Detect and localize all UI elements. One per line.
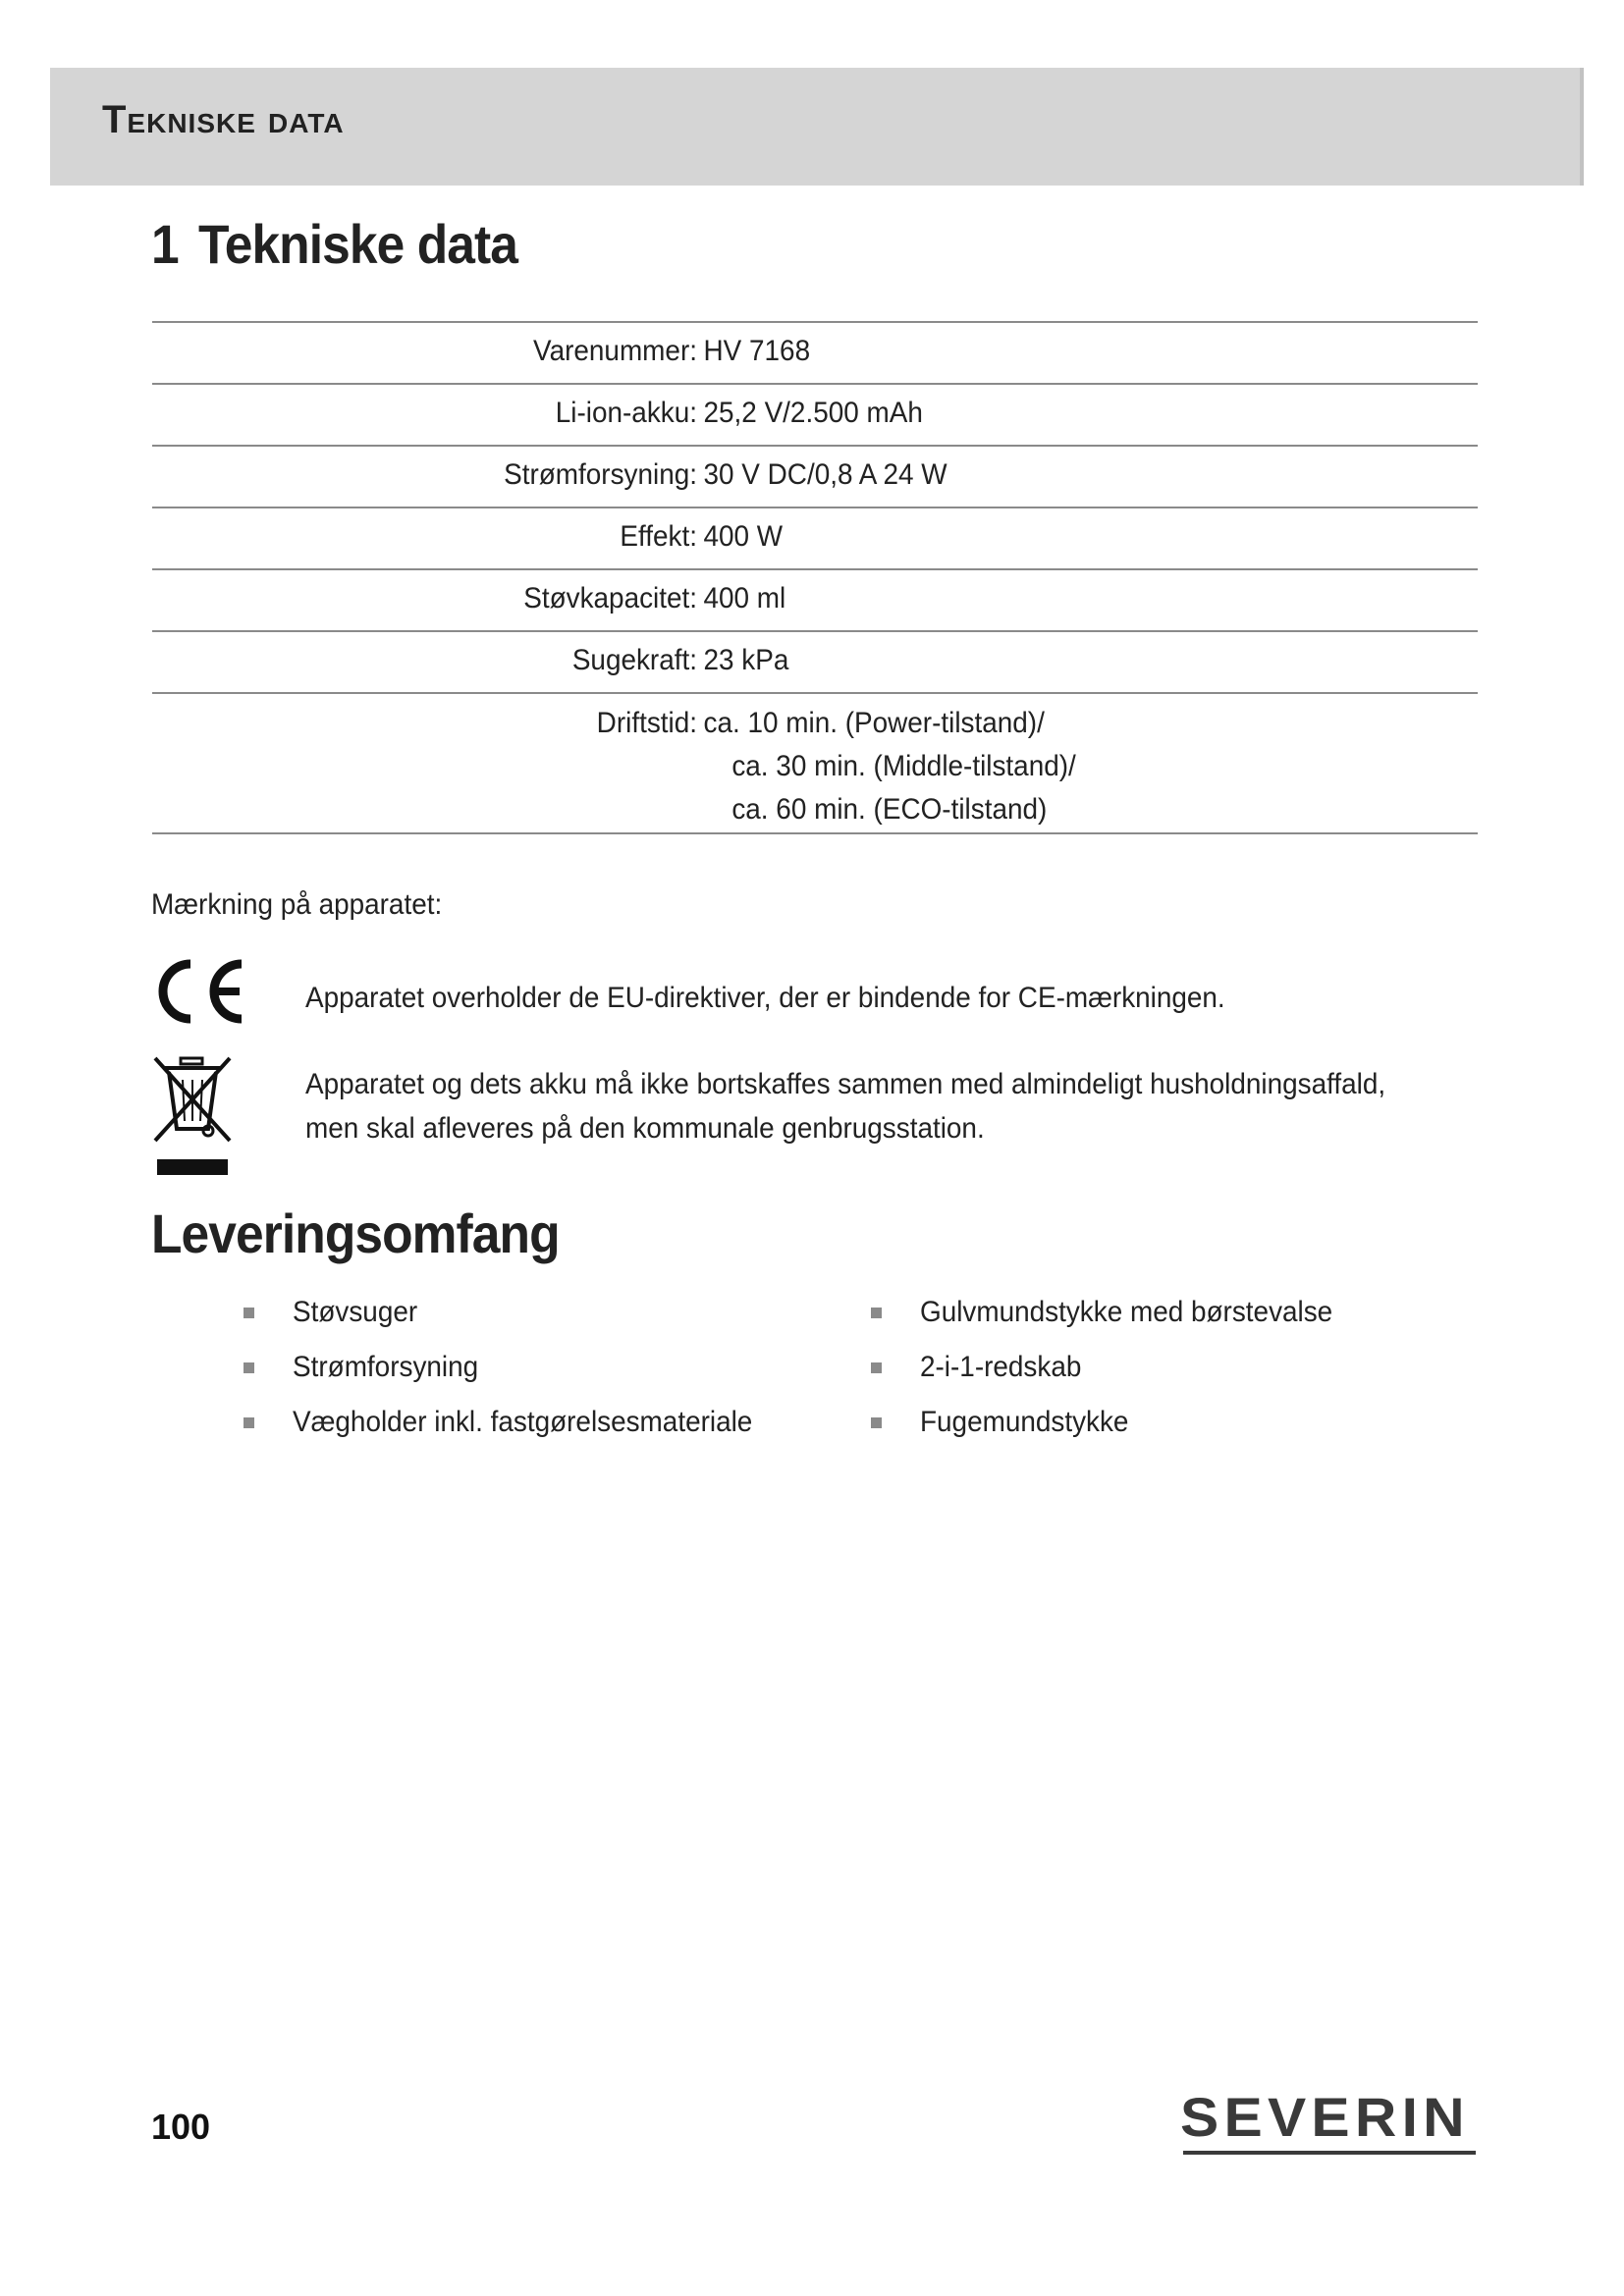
spec-row — [152, 694, 1478, 834]
spec-key: Driftstid: — [596, 707, 697, 739]
list-item — [871, 1351, 1364, 1406]
spec-row — [152, 447, 1478, 508]
square-bullet-icon — [871, 1308, 882, 1318]
list-item — [244, 1351, 787, 1406]
list-item — [244, 1406, 787, 1461]
list-item — [871, 1296, 1364, 1351]
spec-row — [152, 385, 1478, 447]
spec-value-line: ca. 30 min. (Middle-tilstand)/ — [731, 750, 1076, 782]
scope-list-right — [871, 1296, 1364, 1461]
square-bullet-icon — [244, 1417, 254, 1428]
list-item — [871, 1406, 1364, 1461]
running-header-title: Tekniske data — [102, 98, 345, 141]
scope-title: Leveringsomfang — [151, 1202, 560, 1264]
spec-key: Strømforsyning: — [504, 458, 697, 491]
marking-text: Apparatet og dets akku må ikke bortskaffes sammen med almindeligt husholdningsaffald, men skal afleveres på den kommunale genbrugsstation. — [305, 1068, 1386, 1145]
spec-key: Støvkapacitet: — [523, 582, 697, 614]
section-number: 1 — [151, 213, 179, 275]
spec-key: Effekt: — [620, 520, 697, 553]
list-item-label: 2-i-1-redskab — [920, 1351, 1082, 1383]
square-bullet-icon — [244, 1308, 254, 1318]
header-band-edge — [1580, 68, 1584, 186]
spec-row — [152, 570, 1478, 632]
ce-mark-icon — [151, 956, 247, 1027]
spec-table — [152, 321, 1478, 834]
spec-row — [152, 632, 1478, 694]
spec-value: 30 V DC/0,8 A 24 W — [703, 458, 947, 491]
scope-list-left — [244, 1296, 787, 1461]
spec-key: Sugekraft: — [571, 644, 697, 676]
brand-logo: SEVERIN — [1180, 2086, 1470, 2148]
list-item-label: Gulvmundstykke med børstevalse — [920, 1296, 1333, 1328]
spec-value: 23 kPa — [703, 644, 789, 676]
section-title-text: Tekniske data — [197, 213, 517, 275]
spec-row — [152, 508, 1478, 570]
spec-value-line: ca. 60 min. (ECO-tilstand) — [731, 793, 1048, 826]
square-bullet-icon — [244, 1362, 254, 1373]
spec-value: 25,2 V/2.500 mAh — [703, 397, 923, 429]
brand-logo-underline — [1183, 2151, 1476, 2155]
spec-key: Varenummer: — [533, 335, 697, 367]
crossed-out-bin-icon — [151, 1056, 234, 1179]
list-item — [244, 1296, 787, 1351]
marking-text: Apparatet overholder de EU-direktiver, der er bindende for CE-mærkningen. — [305, 982, 1225, 1014]
section-title — [151, 212, 517, 276]
list-item-label: Strømforsyning — [293, 1351, 479, 1383]
spec-value-line: ca. 10 min. (Power-tilstand)/ — [703, 707, 1045, 739]
spec-value: 400 W — [703, 520, 784, 553]
spec-value — [697, 694, 1076, 832]
spec-value: 400 ml — [703, 582, 786, 614]
list-item-label: Vægholder inkl. fastgørelsesmateriale — [293, 1406, 753, 1438]
page-number: 100 — [151, 2107, 211, 2147]
square-bullet-icon — [871, 1417, 882, 1428]
square-bullet-icon — [871, 1362, 882, 1373]
spec-row — [152, 323, 1478, 385]
spec-key: Li-ion-akku: — [555, 397, 697, 429]
spec-value: HV 7168 — [703, 335, 811, 367]
marking-heading: Mærkning på apparatet: — [151, 888, 443, 921]
list-item-label: Støvsuger — [293, 1296, 418, 1328]
list-item-label: Fugemundstykke — [920, 1406, 1129, 1438]
